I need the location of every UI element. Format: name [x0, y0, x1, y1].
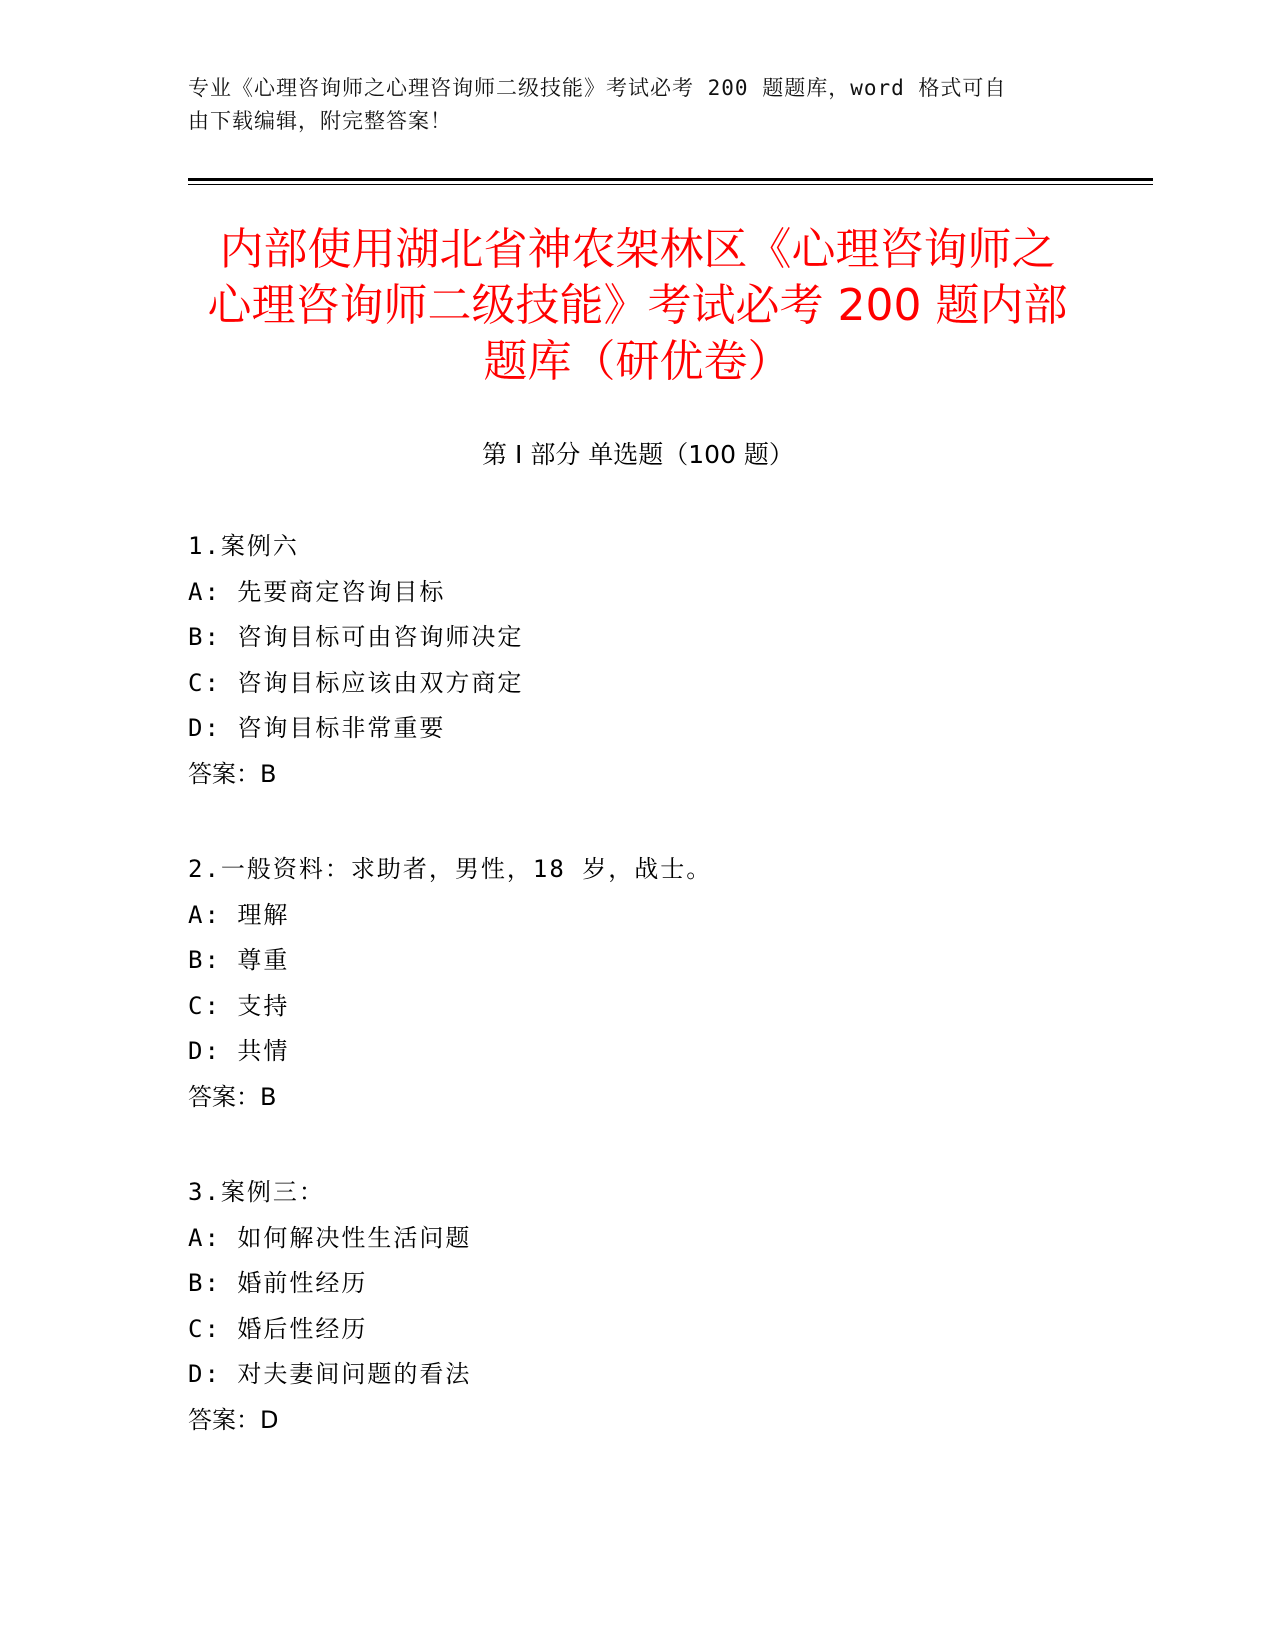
title-line-2: 心理咨询师二级技能》考试必考 200 题内部 [207, 280, 1068, 331]
intro-line-1: 专业《心理咨询师之心理咨询师二级技能》考试必考 200 题题库，word 格式可自 [188, 76, 1007, 100]
option-d: D: 共情 [188, 1037, 290, 1065]
answer-label: 答案：B [188, 759, 277, 788]
option-a: A: 先要商定咨询目标 [188, 577, 446, 606]
title-line-3: 题库（研优卷） [483, 336, 792, 387]
option-c: C: 婚后性经历 [188, 1314, 368, 1343]
option-d: D: 咨询目标非常重要 [188, 714, 446, 742]
option-c: C: 支持 [188, 991, 290, 1020]
option-c: C: 咨询目标应该由双方商定 [188, 668, 524, 697]
question-stem: 3.案例三： [188, 1178, 325, 1206]
answer-label: 答案：B [188, 1082, 277, 1111]
section-title: 第 I 部分 单选题（100 题） [482, 440, 794, 469]
question-item-2 [188, 847, 1108, 1120]
document-title [160, 222, 1115, 390]
question-list [188, 524, 1108, 1493]
header-divider-thin [188, 184, 1153, 185]
intro-line-2: 由下载编辑，附完整答案！ [188, 109, 452, 133]
option-b: B: 咨询目标可由咨询师决定 [188, 623, 524, 651]
option-b: B: 婚前性经历 [188, 1269, 368, 1297]
header-divider-thick [188, 178, 1153, 181]
title-line-1: 内部使用湖北省神农架林区《心理咨询师之 [219, 224, 1056, 275]
question-item-3 [188, 1170, 1108, 1443]
answer-label: 答案：D [188, 1405, 279, 1434]
option-b: B: 尊重 [188, 946, 290, 974]
intro-text [188, 72, 1068, 138]
question-item-1 [188, 524, 1108, 797]
question-stem: 2.一般资料：求助者，男性，18 岁，战士。 [188, 855, 713, 883]
option-a: A: 理解 [188, 900, 290, 929]
option-d: D: 对夫妻间问题的看法 [188, 1360, 472, 1388]
option-a: A: 如何解决性生活问题 [188, 1223, 472, 1252]
question-stem: 1.案例六 [188, 532, 299, 560]
